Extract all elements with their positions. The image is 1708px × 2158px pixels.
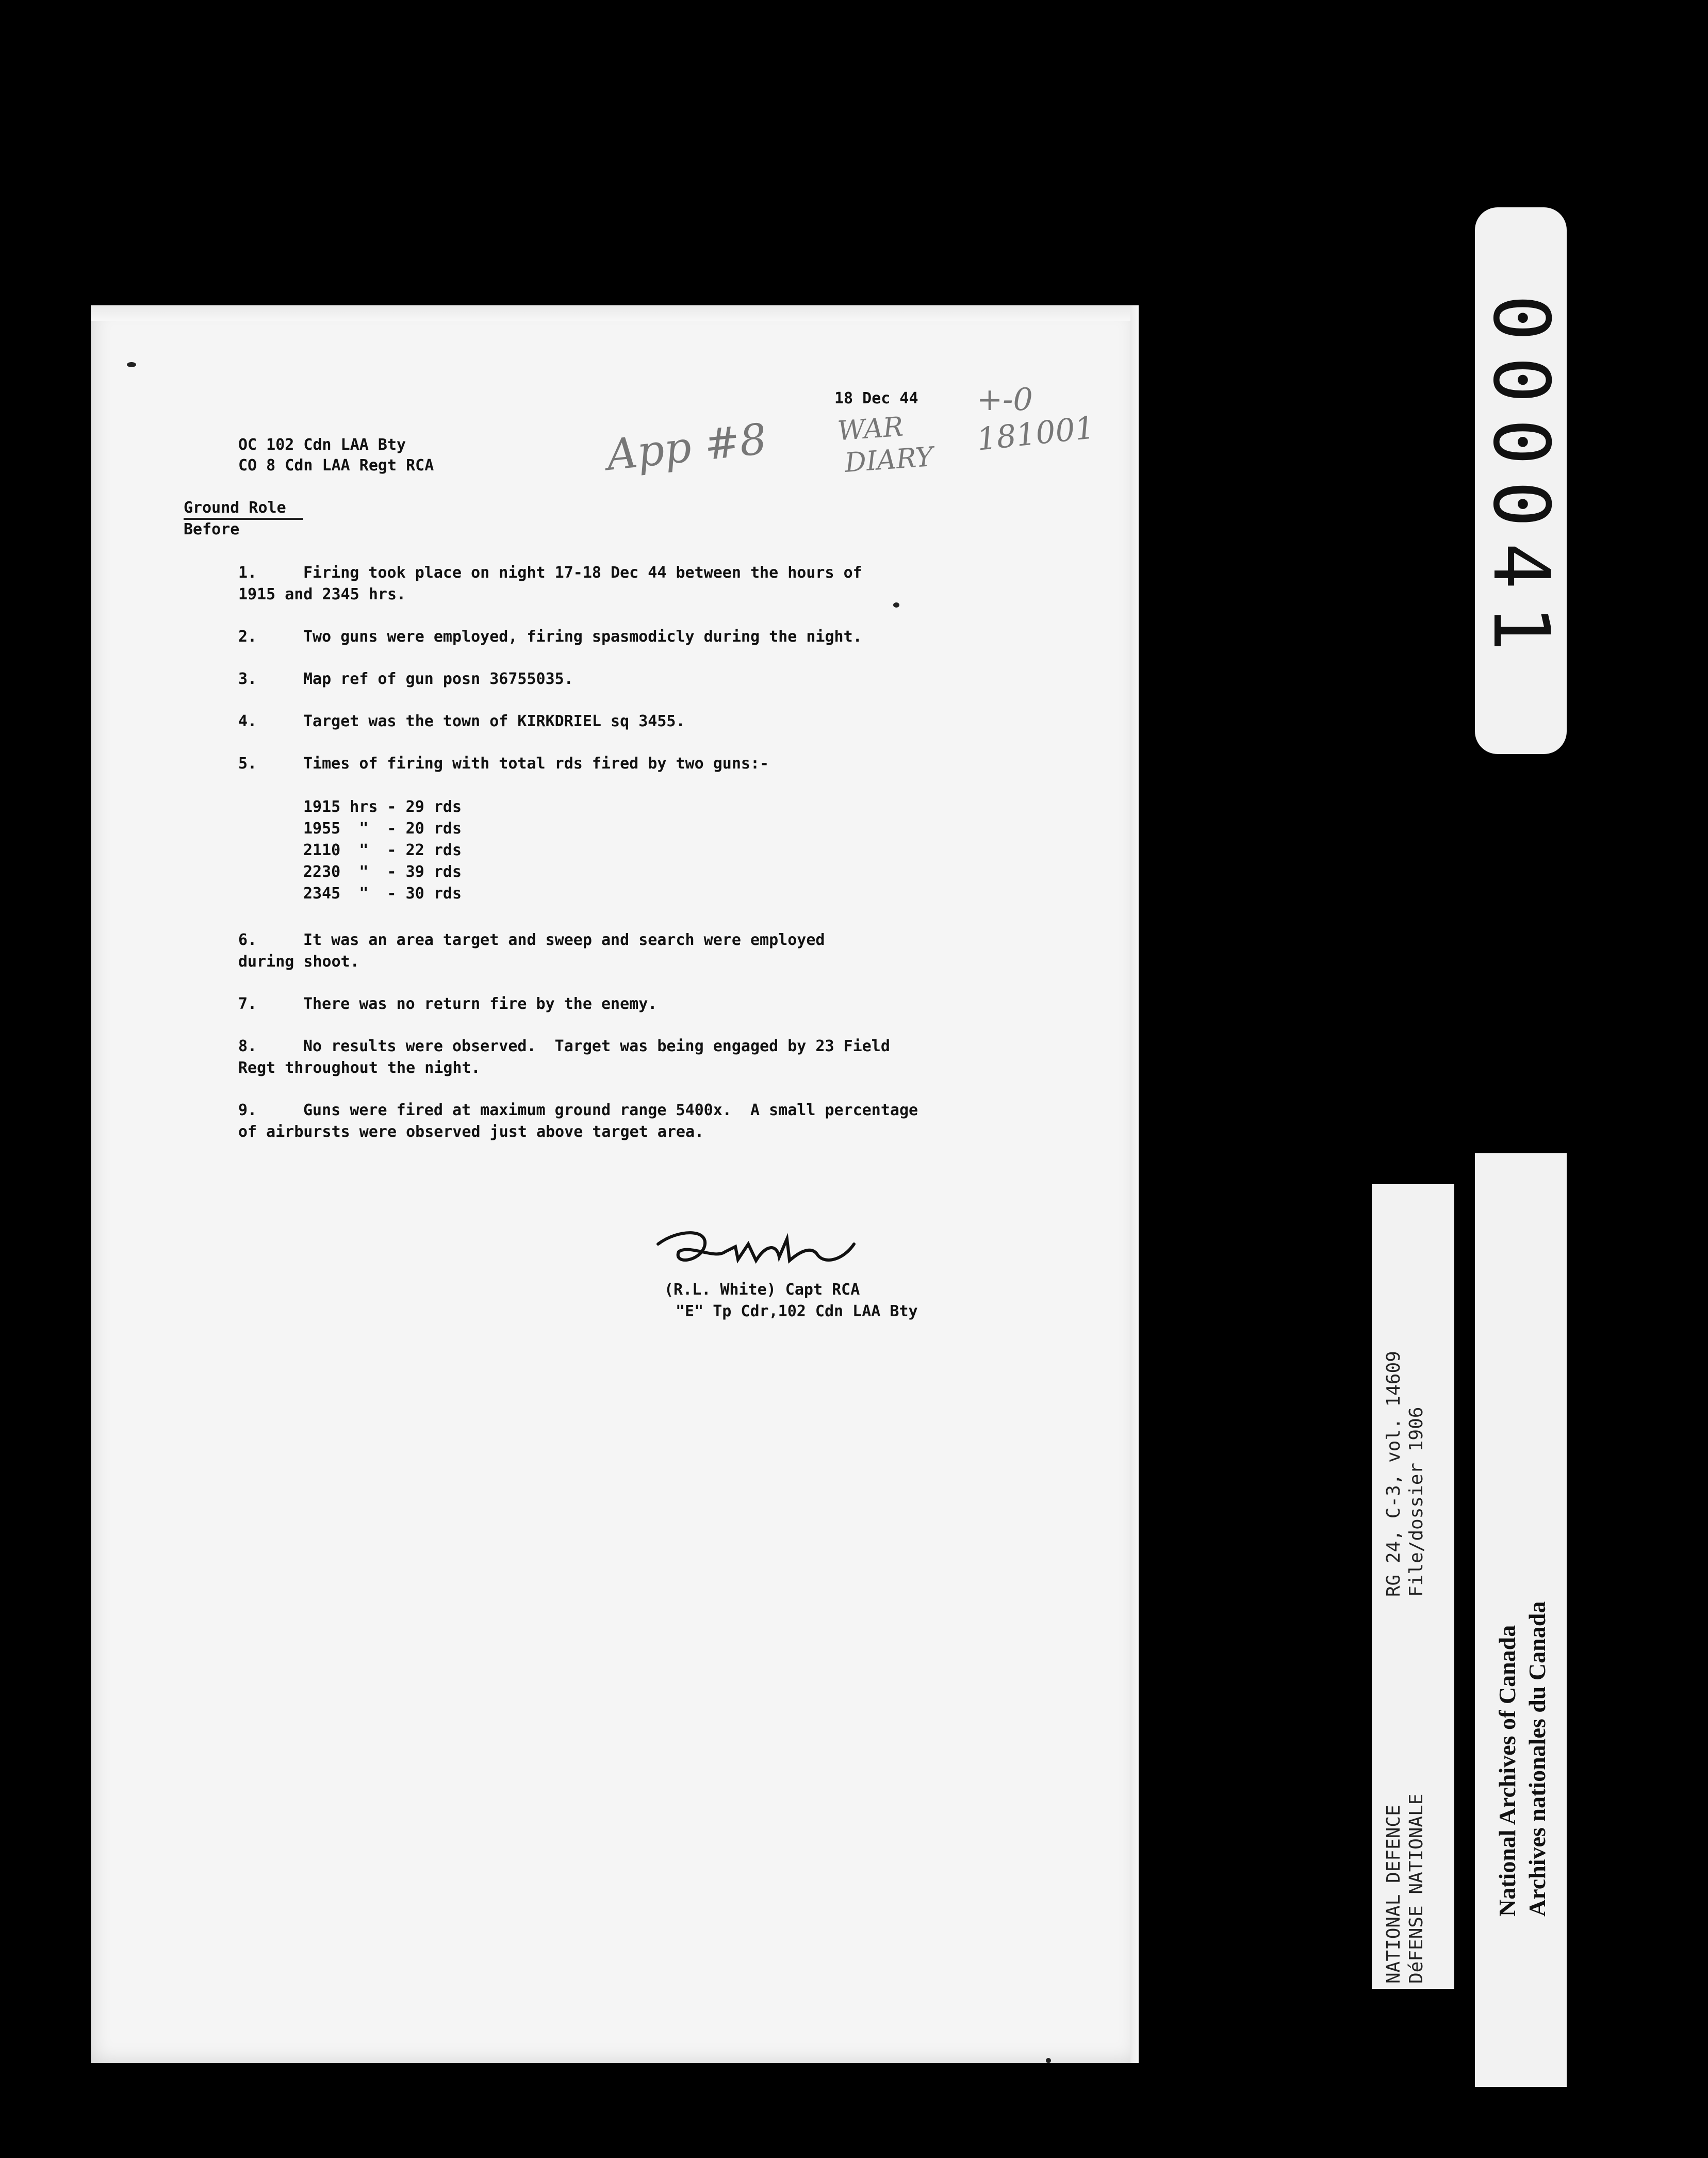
archive-reference-label bbox=[1372, 1184, 1454, 1989]
corner-mark bbox=[127, 362, 136, 367]
paragraph-number: 1. bbox=[238, 564, 257, 582]
paragraph-line: Two guns were employed, firing spasmodicly during the night. bbox=[303, 628, 862, 646]
handwritten-signature bbox=[648, 1223, 864, 1280]
paragraph-line: Target was the town of KIRKDRIEL sq 3455. bbox=[303, 712, 685, 730]
paragraph-number: 8. bbox=[238, 1037, 257, 1055]
paragraph-line: 1915 and 2345 hrs. bbox=[238, 585, 406, 603]
paragraph-line: It was an area target and sweep and search were employed bbox=[303, 931, 825, 949]
handwritten-ref-number: 181001 bbox=[975, 410, 1097, 458]
memo-date: 18 Dec 44 bbox=[834, 389, 918, 407]
paragraph-number: 5. bbox=[238, 755, 257, 773]
paragraph-line: of airbursts were observed just above target area. bbox=[238, 1123, 704, 1141]
signature-name: (R.L. White) Capt RCA bbox=[664, 1281, 860, 1299]
firing-time-row: 2230 " - 39 rds bbox=[303, 863, 462, 881]
firing-time-row: 2110 " - 22 rds bbox=[303, 841, 462, 859]
paragraph-line: Map ref of gun posn 36755035. bbox=[303, 670, 573, 688]
paragraph-number: 6. bbox=[238, 931, 257, 949]
firing-time-row: 1955 " - 20 rds bbox=[303, 820, 462, 838]
paragraph-line: Guns were fired at maximum ground range 5400x. A small percentage bbox=[303, 1101, 918, 1119]
frame-number-strip bbox=[1475, 207, 1567, 754]
paragraph-line: Regt throughout the night. bbox=[238, 1059, 481, 1077]
paragraph-line: Firing took place on night 17-18 Dec 44 between the hours of bbox=[303, 564, 862, 582]
firing-time-row: 1915 hrs - 29 rds bbox=[303, 798, 462, 816]
ink-speck bbox=[1046, 2058, 1051, 2063]
paragraph-number: 2. bbox=[238, 628, 257, 646]
department-line: DéFENSE NATIONALE bbox=[1406, 1793, 1427, 1984]
handwritten-ref-top: +-0 bbox=[977, 382, 1033, 418]
frame-number: 000041 bbox=[1476, 295, 1566, 667]
memo-subject-sub: Before bbox=[184, 520, 240, 538]
department-line: NATIONAL DEFENCE bbox=[1383, 1805, 1404, 1984]
handwritten-appendix: App #8 bbox=[604, 414, 769, 481]
archives-name-en: National Archives of Canada bbox=[1494, 1625, 1520, 1917]
signature-title: "E" Tp Cdr,102 Cdn LAA Bty bbox=[676, 1302, 918, 1320]
archive-reference-line: File/dossier 1906 bbox=[1406, 1407, 1427, 1597]
paragraph-line: No results were observed. Target was being engaged by 23 Field bbox=[303, 1037, 890, 1055]
paragraph-line: during shoot. bbox=[238, 953, 359, 971]
memo-sheet bbox=[91, 305, 1139, 2063]
paragraph-line: There was no return fire by the enemy. bbox=[303, 995, 658, 1013]
memo-subject: Ground Role bbox=[184, 499, 286, 517]
paragraph-number: 9. bbox=[238, 1101, 257, 1119]
handwritten-war: WAR bbox=[836, 411, 905, 447]
paragraph-line: Times of firing with total rds fired by two guns:- bbox=[303, 755, 769, 773]
sheet-edge bbox=[1130, 305, 1139, 2063]
memo-to-line-2: CO 8 Cdn LAA Regt RCA bbox=[238, 456, 434, 475]
handwritten-diary: DIARY bbox=[844, 442, 934, 479]
archive-reference-line: RG 24, C-3, vol. 14609 bbox=[1383, 1351, 1404, 1597]
archives-name-fr: Archives nationales du Canada bbox=[1524, 1601, 1550, 1917]
paragraph-number: 7. bbox=[238, 995, 257, 1013]
archives-institution-label bbox=[1475, 1153, 1567, 2087]
paragraph-number: 4. bbox=[238, 712, 257, 730]
memo-to-line-1: OC 102 Cdn LAA Bty bbox=[238, 436, 406, 454]
paragraph-number: 3. bbox=[238, 670, 257, 688]
ink-speck bbox=[893, 602, 899, 608]
firing-time-row: 2345 " - 30 rds bbox=[303, 885, 462, 903]
sheet-fold bbox=[91, 305, 1139, 321]
